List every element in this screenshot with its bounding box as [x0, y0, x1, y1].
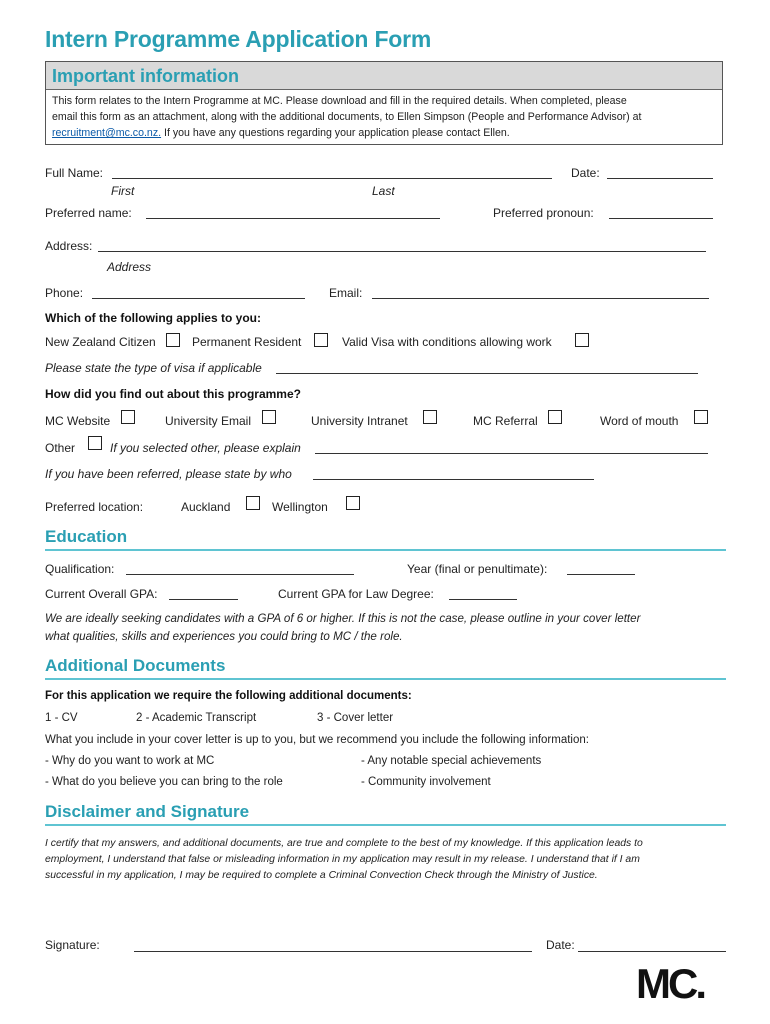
phone-label: Phone:	[45, 286, 84, 300]
other-checkbox[interactable]	[88, 436, 102, 450]
nz-citizen-checkbox[interactable]	[166, 333, 180, 347]
preferred-location-label: Preferred location:	[45, 500, 144, 514]
mc-logo: MC.	[636, 960, 704, 1007]
source-question: How did you find out about this programme?	[45, 387, 301, 401]
full-name-label: Full Name:	[45, 166, 104, 180]
email-label: Email:	[329, 286, 363, 300]
qualification-field[interactable]	[126, 574, 354, 575]
residency-question: Which of the following applies to you:	[45, 311, 261, 325]
document-item-cover-letter: 3 - Cover letter	[317, 712, 394, 724]
documents-divider	[45, 678, 726, 680]
residency-option-permanent-resident: Permanent Resident	[192, 335, 302, 349]
important-info-text	[46, 90, 722, 144]
source-option-other: Other	[45, 441, 76, 455]
cover-bullet-why-mc: - Why do you want to work at MC	[45, 755, 215, 767]
wellington-checkbox[interactable]	[346, 496, 360, 510]
source-option-mc-referral: MC Referral	[473, 414, 538, 428]
address-label: Address:	[45, 239, 93, 253]
signature-date-label: Date:	[546, 938, 575, 952]
cover-letter-intro: What you include in your cover letter is up to you, but we recommend you include the following information:	[45, 734, 589, 746]
qualification-label: Qualification:	[45, 562, 115, 576]
date-label: Date:	[571, 166, 600, 180]
other-explain-prompt: If you selected other, please explain	[110, 441, 301, 455]
overall-gpa-field[interactable]	[169, 599, 238, 600]
auckland-checkbox[interactable]	[246, 496, 260, 510]
address-field[interactable]	[98, 251, 706, 252]
cover-bullet-achievements: - Any notable special achievements	[361, 755, 542, 767]
info-line-3	[52, 125, 716, 141]
additional-documents-heading: Additional Documents	[45, 656, 226, 675]
university-intranet-checkbox[interactable]	[423, 410, 437, 424]
education-heading: Education	[45, 527, 128, 546]
disclaimer-text	[45, 836, 643, 884]
form-title: Intern Programme Application Form	[45, 26, 432, 52]
gpa-note	[45, 610, 640, 646]
other-explain-field[interactable]	[315, 453, 708, 454]
signature-field[interactable]	[134, 951, 532, 952]
year-field[interactable]	[567, 574, 635, 575]
mc-referral-checkbox[interactable]	[548, 410, 562, 424]
residency-option-nz-citizen: New Zealand Citizen	[45, 335, 156, 349]
valid-visa-checkbox[interactable]	[575, 333, 589, 347]
disclaimer-line-2: employment, I understand that false or misleading information in my application may result in my release. I understand that if I am	[45, 854, 640, 865]
cover-bullet-contribution: - What do you believe you can bring to the role	[45, 776, 283, 788]
info-line-1: This form relates to the Intern Programme at MC. Please download and fill in the required details. When completed, please	[52, 95, 627, 107]
document-item-cv: 1 - CV	[45, 712, 78, 724]
overall-gpa-label: Current Overall GPA:	[45, 587, 158, 601]
source-option-university-email: University Email	[165, 414, 252, 428]
law-gpa-field[interactable]	[449, 599, 517, 600]
mc-website-checkbox[interactable]	[121, 410, 135, 424]
gpa-note-line-2: what qualities, skills and experiences you could bring to MC / the role.	[45, 630, 403, 643]
documents-intro: For this application we require the following additional documents:	[45, 690, 412, 702]
last-name-caption: Last	[372, 184, 395, 198]
recruitment-email-link[interactable]: recruitment@mc.co.nz.	[52, 127, 162, 139]
permanent-resident-checkbox[interactable]	[314, 333, 328, 347]
visa-type-field[interactable]	[276, 373, 698, 374]
location-option-auckland: Auckland	[181, 500, 231, 514]
university-email-checkbox[interactable]	[262, 410, 276, 424]
preferred-name-label: Preferred name:	[45, 206, 132, 220]
important-info-box	[45, 61, 723, 145]
source-option-word-of-mouth: Word of mouth	[600, 414, 679, 428]
phone-field[interactable]	[92, 298, 305, 299]
full-name-field[interactable]	[112, 178, 552, 179]
disclaimer-line-3: successful in my application, I may be required to complete a Criminal Convection Check through the Ministry of Justice.	[45, 870, 598, 881]
disclaimer-line-1: I certify that my answers, and additional documents, are true and complete to the best of my knowledge. If this application leads to	[45, 838, 643, 849]
referral-prompt: If you have been referred, please state by who	[45, 467, 292, 481]
info-line-3-rest: If you have any questions regarding your application please contact Ellen.	[161, 127, 510, 139]
visa-type-prompt: Please state the type of visa if applicable	[45, 361, 262, 375]
important-info-heading: Important information	[52, 66, 239, 86]
referral-field[interactable]	[313, 479, 594, 480]
document-item-transcript: 2 - Academic Transcript	[136, 712, 257, 724]
residency-option-valid-visa: Valid Visa with conditions allowing work	[342, 335, 552, 349]
gpa-note-line-1: We are ideally seeking candidates with a GPA of 6 or higher. If this is not the case, please outline in your cover letter	[45, 612, 641, 625]
word-of-mouth-checkbox[interactable]	[694, 410, 708, 424]
address-caption: Address	[107, 260, 152, 274]
cover-bullet-community: - Community involvement	[361, 776, 491, 788]
preferred-pronoun-label: Preferred pronoun:	[493, 206, 594, 220]
source-option-mc-website: MC Website	[45, 414, 111, 428]
email-field[interactable]	[372, 298, 709, 299]
first-name-caption: First	[111, 184, 135, 198]
year-label: Year (final or penultimate):	[407, 562, 548, 576]
preferred-name-field[interactable]	[146, 218, 440, 219]
signature-date-field[interactable]	[578, 951, 726, 952]
date-field[interactable]	[607, 178, 713, 179]
education-divider	[45, 549, 726, 551]
location-option-wellington: Wellington	[272, 500, 328, 514]
preferred-pronoun-field[interactable]	[609, 218, 713, 219]
disclaimer-heading: Disclaimer and Signature	[45, 802, 250, 821]
signature-label: Signature:	[45, 938, 100, 952]
source-option-university-intranet: University Intranet	[311, 414, 408, 428]
info-line-2: email this form as an attachment, along with the additional documents, to Ellen Simpson (People and Performance Advisor) at	[52, 111, 642, 123]
disclaimer-divider	[45, 824, 726, 826]
important-info-header	[46, 62, 722, 90]
law-gpa-label: Current GPA for Law Degree:	[278, 587, 434, 601]
